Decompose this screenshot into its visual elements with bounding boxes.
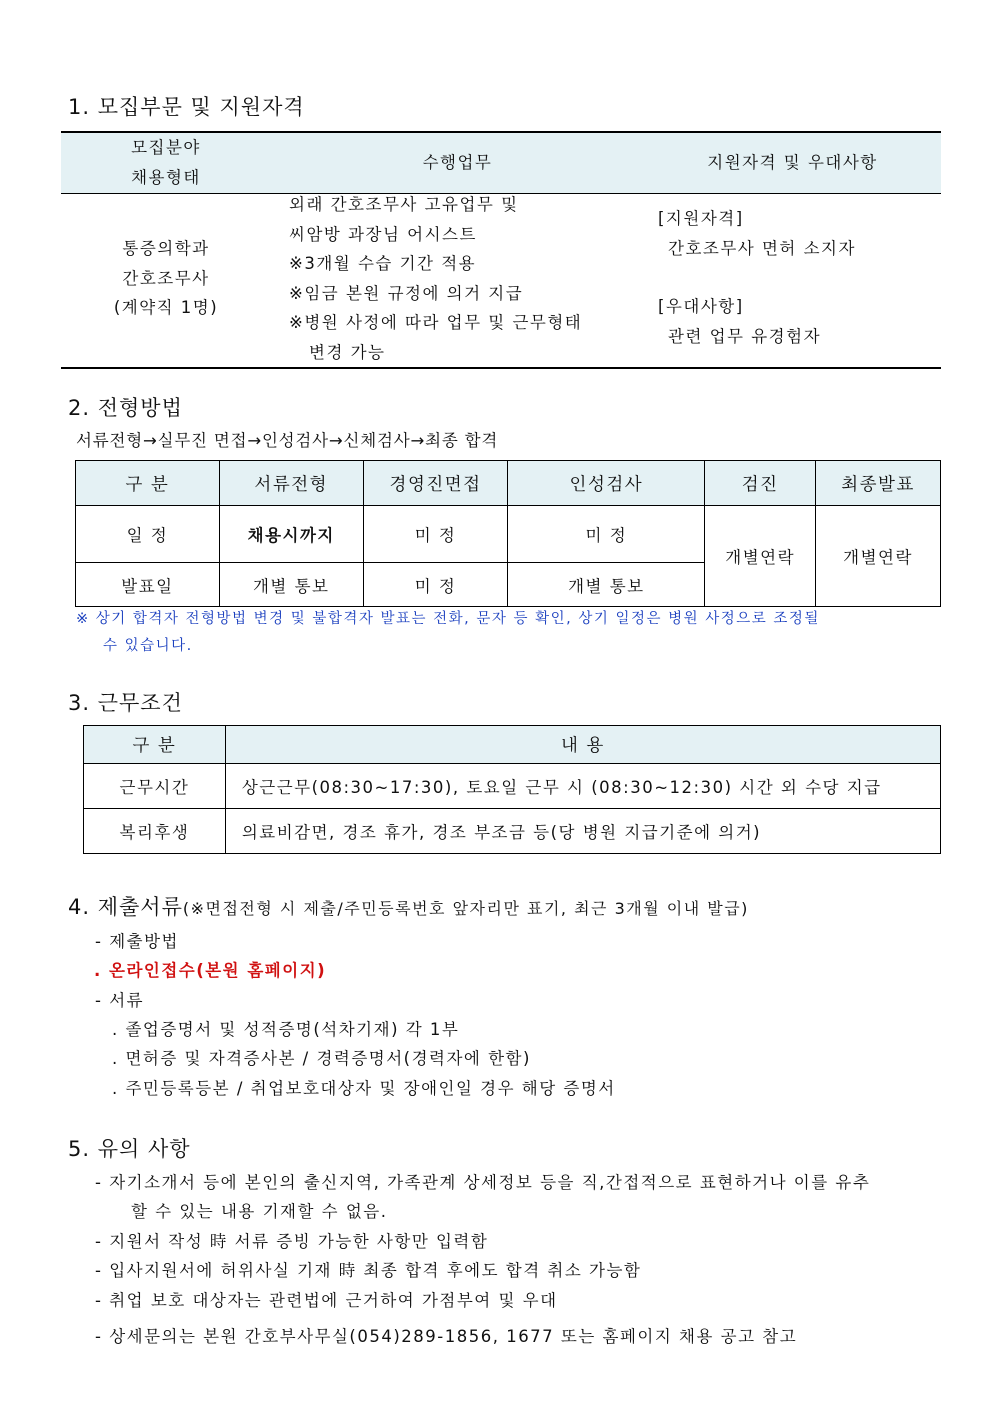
- duty-line: 씨암방 과장님 어시스트: [289, 224, 477, 244]
- method-value: . 온라인접수(본원 홈페이지): [94, 961, 327, 980]
- final-value: 개별연락: [816, 506, 941, 607]
- work-conditions-table: [83, 725, 941, 854]
- section2-title: 2. 전형방법: [68, 396, 183, 420]
- work-hours-content: 상근근무(08:30~17:30), 토요일 근무 시 (08:30~12:30) 시간 외 수당 지급: [225, 764, 940, 809]
- schedule-document: 채용시까지: [219, 506, 363, 563]
- section4-title-note: (※면접전형 시 제출/주민등록번호 앞자리만 표기, 최근 3개월 이내 발급): [182, 899, 749, 918]
- schedule-label: 일 정: [76, 506, 220, 563]
- announce-personality: 개별 통보: [508, 563, 705, 607]
- header-category: 구 분: [84, 726, 226, 764]
- field-header-line2: 채용형태: [131, 168, 201, 187]
- header-interview: 경영진면접: [363, 461, 508, 506]
- duty-line: ※병원 사정에 따라 업무 및 근무형태: [289, 313, 583, 332]
- header-content: 내 용: [225, 726, 940, 764]
- section1-title: 1. 모집부문 및 지원자격: [68, 95, 305, 119]
- duty-line: 변경 가능: [309, 342, 386, 362]
- notice-item: - 입사지원서에 허위사실 기재 時 최종 합격 후에도 합격 취소 가능함: [95, 1261, 642, 1280]
- contact-info: - 상세문의는 본원 간호부사무실(054)289-1856, 1677 또는 홈페이지 채용 공고 참고: [95, 1327, 798, 1346]
- schedule-interview: 미 정: [363, 506, 508, 563]
- field-line: 통증의학과: [122, 239, 210, 258]
- section4-heading: [68, 891, 749, 921]
- header-final: 최종발표: [816, 461, 941, 506]
- section4-title: 4. 제출서류: [68, 895, 183, 919]
- header-category: 구 분: [76, 461, 220, 506]
- announce-interview: 미 정: [363, 563, 508, 607]
- notice-item: - 지원서 작성 時 서류 증빙 가능한 사항만 입력함: [95, 1232, 489, 1251]
- selection-note-line2: 수 있습니다.: [103, 638, 193, 654]
- docs-label: - 서류: [95, 991, 145, 1010]
- header-checkup: 검진: [705, 461, 816, 506]
- benefits-content: 의료비감면, 경조 휴가, 경조 부조금 등(당 병원 지급기준에 의거): [225, 809, 940, 854]
- doc-item: . 졸업증명서 및 성적증명(석차기재) 각 1부: [112, 1020, 460, 1039]
- duty-header: 수행업무: [271, 132, 644, 194]
- announce-document: 개별 통보: [219, 563, 363, 607]
- header-personality: 인성검사: [508, 461, 705, 506]
- notice-item: - 취업 보호 대상자는 관련법에 근거하여 가점부여 및 우대: [95, 1291, 558, 1310]
- doc-item: . 주민등록등본 / 취업보호대상자 및 장애인일 경우 해당 증명서: [112, 1079, 616, 1098]
- notice-item: - 자기소개서 등에 본인의 출신지역, 가족관계 상세정보 등을 직,간접적으로 표현하거나 이를 유추: [95, 1173, 871, 1192]
- benefits-label: 복리후생: [84, 809, 226, 854]
- duty-line: ※임금 본원 규정에 의거 지급: [289, 283, 524, 303]
- duty-line: 외래 간호조무사 고유업무 및: [289, 195, 519, 214]
- field-line: 간호조무사: [122, 268, 210, 288]
- section5-title: 5. 유의 사항: [68, 1137, 191, 1161]
- preference-label: [우대사항]: [658, 297, 744, 316]
- header-document: 서류전형: [219, 461, 363, 506]
- notice-item-cont: 할 수 있는 내용 기재할 수 없음.: [131, 1202, 388, 1221]
- doc-item: . 면허증 및 자격증사본 / 경력증명서(경력자에 한함): [112, 1049, 531, 1068]
- recruitment-table: [61, 131, 941, 369]
- duty-cell: [271, 194, 644, 369]
- duty-line: ※3개월 수습 기간 적용: [289, 254, 477, 273]
- selection-table: [75, 460, 941, 607]
- qualification-header: 지원자격 및 우대사항: [644, 132, 941, 194]
- selection-note-line1: ※ 상기 합격자 전형방법 변경 및 불합격자 발표는 전화, 문자 등 확인, 상기 일정은 병원 사정으로 조정될: [76, 611, 820, 627]
- schedule-personality: 미 정: [508, 506, 705, 563]
- field-line: (계약직 1명): [113, 298, 219, 317]
- field-header-line1: 모집분야: [131, 138, 201, 157]
- work-hours-label: 근무시간: [84, 764, 226, 809]
- qualification-value: 간호조무사 면허 소지자: [668, 238, 856, 258]
- checkup-value: 개별연락: [705, 506, 816, 607]
- method-label: - 제출방법: [95, 932, 179, 951]
- field-cell: [61, 194, 271, 369]
- section3-title: 3. 근무조건: [68, 691, 183, 715]
- announce-label: 발표일: [76, 563, 220, 607]
- field-header: [61, 132, 271, 194]
- qualification-label: [지원자격]: [658, 209, 744, 228]
- qualification-cell: [644, 194, 941, 369]
- selection-flow: 서류전형→실무진 면접→인성검사→신체검사→최종 합격: [76, 431, 499, 450]
- preference-value: 관련 업무 유경험자: [668, 326, 822, 346]
